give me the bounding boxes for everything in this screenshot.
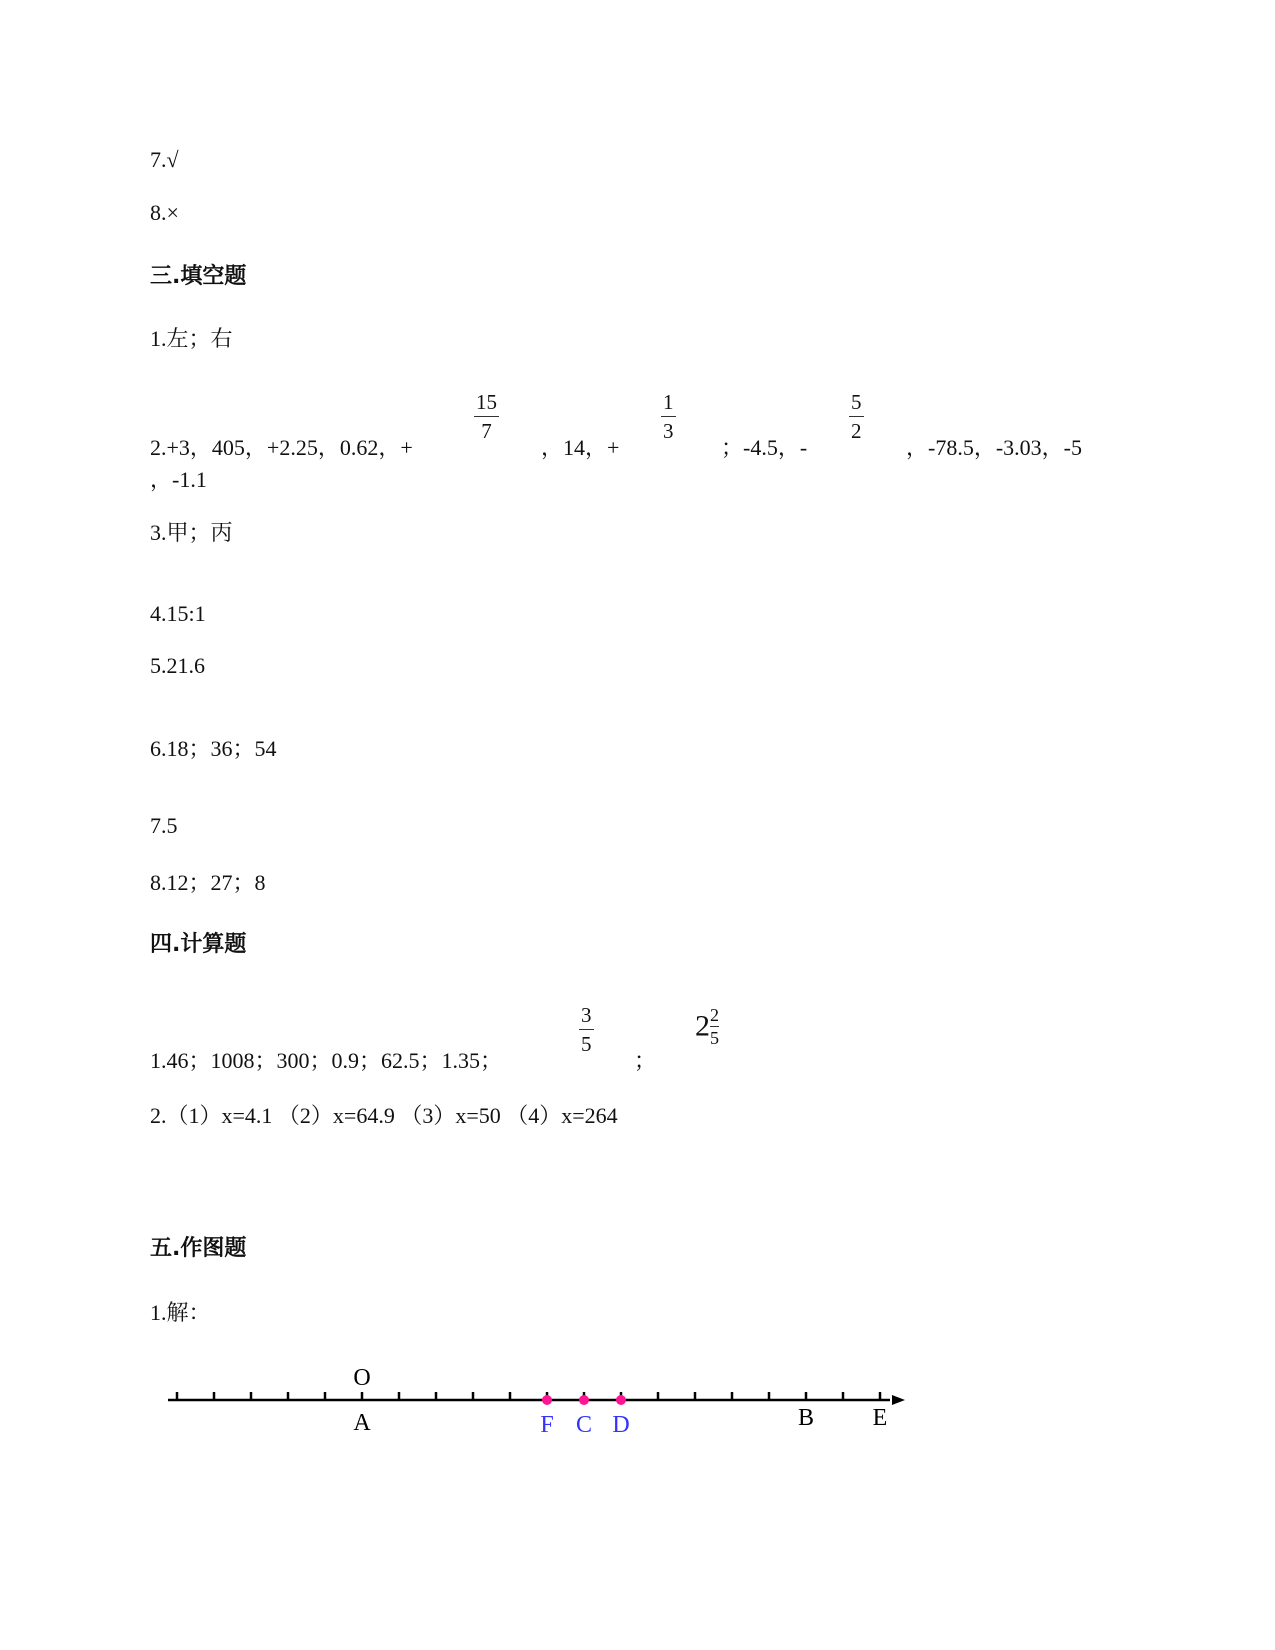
draw-answer-1: 1.解： bbox=[150, 1300, 211, 1325]
mixed-whole: 2 bbox=[695, 1009, 710, 1043]
label-e: E bbox=[872, 1405, 888, 1431]
fraction-numerator: 5 bbox=[849, 392, 864, 417]
fraction-3-5 bbox=[579, 1005, 594, 1055]
section-3-title: 三.填空题 bbox=[150, 264, 247, 289]
mixed-fraction bbox=[710, 1006, 719, 1047]
label-b: B bbox=[797, 1405, 815, 1431]
calc-answer-1-separator: ； bbox=[634, 1048, 657, 1073]
fill-answer-7: 7.5 bbox=[150, 813, 178, 838]
fraction-numerator: 3 bbox=[579, 1005, 594, 1030]
fraction-denominator: 5 bbox=[710, 1028, 719, 1048]
fill-answer-2-part1: 2.+3，405，+2.25，0.62，+ bbox=[150, 435, 413, 460]
number-line-axis bbox=[168, 1395, 905, 1405]
judge-answer-7: 7.√ bbox=[150, 147, 179, 172]
fill-answer-4: 4.15:1 bbox=[150, 601, 206, 626]
fraction-denominator: 5 bbox=[581, 1032, 592, 1056]
point-c-dot bbox=[579, 1395, 589, 1405]
mixed-number bbox=[695, 1006, 719, 1047]
fraction-1-3 bbox=[661, 392, 676, 442]
label-a: A bbox=[353, 1410, 371, 1436]
section-4-title: 四.计算题 bbox=[150, 932, 247, 957]
fill-answer-2-part4: ，-78.5，-3.03，-5 bbox=[906, 435, 1082, 460]
point-d-dot bbox=[616, 1395, 626, 1405]
fraction-denominator: 2 bbox=[851, 419, 862, 443]
calc-answer-2: 2.（1）x=4.1 （2）x=64.9 （3）x=50 （4）x=264 bbox=[150, 1103, 618, 1128]
label-d: D bbox=[612, 1412, 630, 1438]
arrow-head-icon bbox=[892, 1395, 905, 1405]
fill-answer-6: 6.18；36；54 bbox=[150, 736, 277, 761]
label-c: C bbox=[575, 1412, 593, 1438]
fraction-5-2 bbox=[849, 392, 864, 442]
fill-answer-2-part2: ，14，+ bbox=[541, 435, 620, 460]
section-5-title: 五.作图题 bbox=[150, 1236, 247, 1261]
point-f-dot bbox=[542, 1395, 552, 1405]
fraction-15-7 bbox=[474, 392, 499, 442]
fraction-denominator: 3 bbox=[663, 419, 674, 443]
judge-answer-8: 8.× bbox=[150, 200, 179, 225]
calc-answer-1-text: 1.46；1008；300；0.9；62.5；1.35； bbox=[150, 1048, 503, 1073]
label-o: O bbox=[353, 1365, 371, 1391]
fill-answer-2-part3: ；-4.5，- bbox=[721, 435, 808, 460]
label-f: F bbox=[540, 1412, 554, 1438]
fill-answer-3: 3.甲；丙 bbox=[150, 520, 233, 545]
fraction-numerator: 2 bbox=[710, 1005, 719, 1025]
fill-answer-5: 5.21.6 bbox=[150, 653, 205, 678]
number-line-diagram bbox=[150, 1345, 910, 1450]
fraction-denominator: 7 bbox=[481, 419, 492, 443]
fraction-numerator: 15 bbox=[474, 392, 499, 417]
fill-answer-2-part5: ，-1.1 bbox=[150, 467, 207, 492]
fill-answer-8: 8.12；27；8 bbox=[150, 870, 266, 895]
fill-answer-1: 1.左；右 bbox=[150, 326, 233, 351]
fraction-numerator: 1 bbox=[661, 392, 676, 417]
